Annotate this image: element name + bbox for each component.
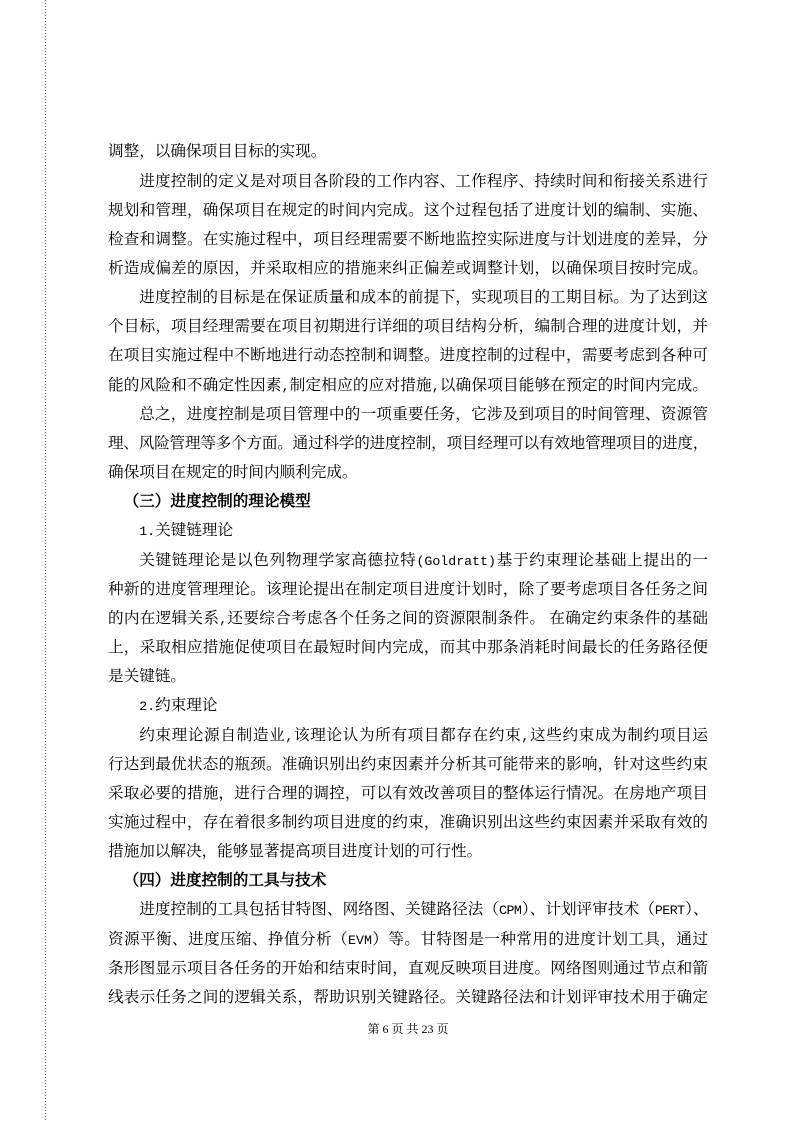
text-line: 约束理论源自制造业,该理论认为所有项目都存在约束,这些约束成为制约项目运: [139, 726, 708, 744]
text-line: 行达到最优状态的瓶颈。准确识别出约束因素并分析其可能带来的影响，针对这些约束: [108, 755, 708, 773]
text-line: 能的风险和不确定性因素,制定相应的应对措施,以确保项目能够在预定的时间内完成。: [108, 376, 708, 394]
paragraph: [108, 721, 708, 867]
paragraph: [108, 167, 708, 284]
latin-run: CPM: [499, 903, 522, 919]
text-line: 措施加以解决，能够显著提高项目进度计划的可行性。: [108, 843, 483, 861]
latin-run: ,: [431, 378, 440, 394]
paragraph: [108, 895, 708, 1012]
text-line: 确保项目在规定的时间内顺利完成。: [108, 464, 358, 482]
body-text: [108, 137, 708, 1012]
text-line: 理、风险管理等多个方面。通过科学的进度控制，项目经理可以有效地管理项目的进度，: [108, 434, 708, 452]
text-line: 上，采取相应措施促使项目在最短时间内完成，而其中那条消耗时间最长的任务路径便: [108, 639, 708, 657]
text-line: 在项目实施过程中不断地进行动态控制和调整。进度控制的过程中，需要考虑到各种可: [108, 347, 708, 365]
text-line: 进度控制的定义是对项目各阶段的工作内容、工作程序、持续时间和衔接关系进行: [139, 172, 708, 190]
binding-line: [45, 0, 46, 1122]
section-tools-techniques: [108, 866, 708, 1012]
page-number-label: 第 6 页 共 23 页: [367, 1022, 449, 1036]
paragraph: [108, 400, 708, 487]
latin-run: (Goldratt): [416, 553, 496, 569]
latin-run: 2.: [139, 699, 156, 715]
latin-run: ,: [285, 728, 294, 744]
latin-run: 1.: [139, 524, 156, 540]
text-line: 条形图显示项目各任务的开始和结束时间，直观反映项目进度。网络图则通过节点和箭: [108, 959, 708, 977]
paragraph: [108, 546, 708, 692]
text-line: 线表示任务之间的逻辑关系，帮助识别关键路径。关键路径法和计划评审技术用于确定: [108, 988, 708, 1006]
subsection-heading: 1.关键链理论: [139, 522, 234, 540]
latin-run: EVM: [348, 932, 372, 948]
latin-run: ,: [219, 611, 228, 627]
text-line: 检查和调整。在实施过程中，项目经理需要不断地监控实际进度与计划进度的差异，分: [108, 230, 708, 248]
text-line: 个目标，项目经理需要在项目初期进行详细的项目结构分析，编制合理的进度计划，并: [108, 318, 708, 336]
section-heading: （四）进度控制的工具与技术: [123, 872, 327, 890]
section-heading: （三）进度控制的理论模型: [123, 493, 311, 511]
text-line: 进度控制的工具包括甘特图、网络图、关键路径法（CPM）、计划评审技术（PERT）、: [139, 901, 708, 919]
text-line: 析造成偏差的原因，并采取相应的措施来纠正偏差或调整计划，以确保项目按时完成。: [108, 260, 708, 278]
section-theory-models: [108, 487, 708, 866]
text-line: 进度控制的目标是在保证质量和成本的前提下，实现项目的工期目标。为了达到这: [139, 289, 708, 307]
text-line: 是关键链。: [108, 668, 186, 686]
text-line: 的内在逻辑关系,还要综合考虑各个任务之间的资源限制条件。 在确定约束条件的基础: [108, 609, 708, 627]
subsection-heading: 2.约束理论: [139, 697, 218, 715]
latin-run: ,: [281, 378, 290, 394]
text-line: 实施过程中，存在着很多制约项目进度的约束，准确识别出这些约束因素并采取有效的: [108, 813, 708, 831]
text-line: 调整，以确保项目目标的实现。: [108, 143, 327, 161]
paragraph: [108, 283, 708, 400]
latin-run: ,: [521, 728, 530, 744]
text-line: 资源平衡、进度压缩、挣值分析（EVM）等。甘特图是一种常用的进度计划工具，通过: [108, 930, 708, 948]
latin-run: PERT: [654, 903, 685, 919]
page-footer: [108, 1020, 708, 1038]
text-line: 采取必要的措施，进行合理的调控，可以有效改善项目的整体运行情况。在房地产项目: [108, 784, 708, 802]
paragraph: [108, 137, 708, 166]
text-line: 种新的进度管理理论。该理论提出在制定项目进度计划时，除了要考虑项目各任务之间: [108, 580, 708, 598]
text-line: 关键链理论是以色列物理学家高德拉特(Goldratt)基于约束理论基础上提出的一: [139, 551, 708, 569]
text-line: 总之，进度控制是项目管理中的一项重要任务，它涉及到项目的时间管理、资源管: [139, 405, 708, 423]
text-line: 规划和管理，确保项目在规定的时间内完成。这个过程包括了进度计划的编制、实施、: [108, 201, 708, 219]
